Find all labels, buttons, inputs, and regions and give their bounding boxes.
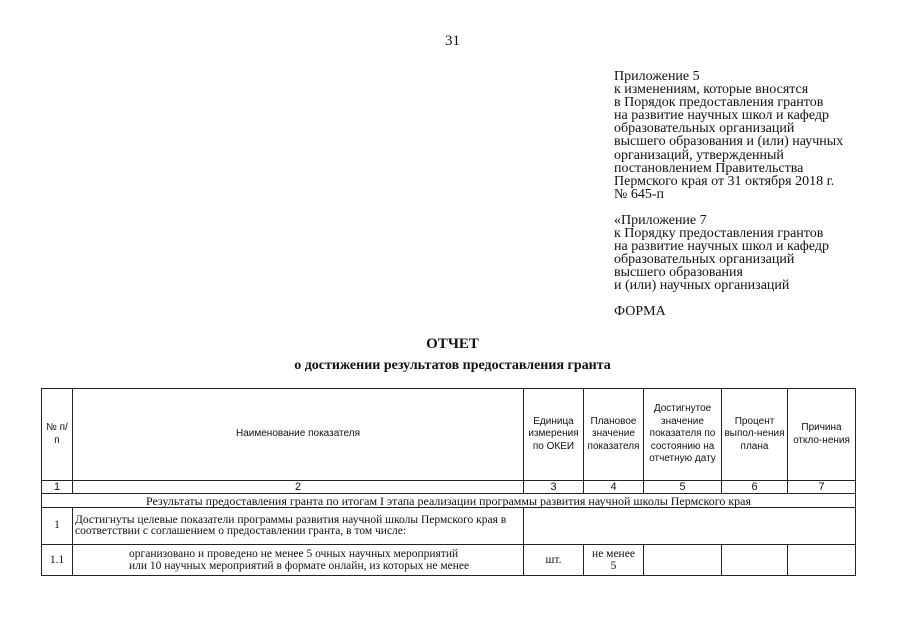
page-number: 31 <box>445 33 460 49</box>
appendix-line: образовательных организаций <box>614 121 795 137</box>
row-name-line: организовано и проведено не менее 5 очных научных мероприятий <box>129 547 459 560</box>
appendix-line: образовательных организаций <box>614 252 795 268</box>
header-planned: Плановое значение показателя <box>584 389 644 481</box>
row-name: Достигнуты целевые показатели программы развития научной школы Пермского края в соответствии с соглашением о предоставлении гранта, в том числе: <box>73 508 524 545</box>
row-planned-line: не менее <box>592 547 635 560</box>
header-percent: Процент выпол-нения плана <box>722 389 788 481</box>
report-table <box>41 388 856 576</box>
report-title: ОТЧЕТ <box>426 336 479 352</box>
row-planned-line: 5 <box>610 560 617 572</box>
appendix-line: № 645-п <box>614 186 665 202</box>
column-number: 4 <box>584 481 644 494</box>
table-header-row <box>42 389 856 481</box>
header-num: № п/п <box>42 389 73 481</box>
row-reason <box>788 545 856 576</box>
appendix-line: к изменениям, которые вносятся <box>614 82 809 98</box>
appendix-line: Пермского края от 31 октября 2018 г. <box>614 173 835 189</box>
table-row <box>42 508 856 545</box>
header-unit: Единица измерения по ОКЕИ <box>524 389 584 481</box>
row-values-empty <box>524 508 856 545</box>
row-name-line: или 10 научных мероприятий в формате онлайн, из которых не менее <box>129 560 470 572</box>
appendix-line: высшего образования и (или) научных <box>614 134 844 150</box>
column-number: 7 <box>788 481 856 494</box>
appendix-line: на развитие научных школ и кафедр <box>614 108 830 124</box>
report-subtitle: о достижении результатов предоставления гранта <box>294 358 611 373</box>
column-number: 1 <box>42 481 73 494</box>
column-number: 5 <box>644 481 722 494</box>
appendix-7-header <box>614 214 884 293</box>
header-achieved: Достигнутое значение показателя по состоянию на отчетную дату <box>644 389 722 481</box>
column-number: 3 <box>524 481 584 494</box>
row-unit: шт. <box>524 545 584 576</box>
row-planned <box>584 545 644 576</box>
header-name: Наименование показателя <box>73 389 524 481</box>
appendix-line: постановлением Правительства <box>614 160 804 176</box>
table-row <box>42 545 856 576</box>
appendix-line: в Порядок предоставления грантов <box>614 95 824 111</box>
appendix-line: высшего образования <box>614 265 743 281</box>
header-reason: Причина откло-нения <box>788 389 856 481</box>
column-number: 2 <box>73 481 524 494</box>
column-number: 6 <box>722 481 788 494</box>
row-num: 1 <box>42 508 73 545</box>
row-num: 1.1 <box>42 545 73 576</box>
column-numbers-row <box>42 481 856 494</box>
row-achieved <box>644 545 722 576</box>
row-percent <box>722 545 788 576</box>
form-label: ФОРМА <box>614 304 666 319</box>
appendix-line: организаций, утвержденный <box>614 147 784 163</box>
section-title: Результаты предоставления гранта по итогам I этапа реализации программы развития научной школы Пермского края <box>42 494 856 508</box>
appendix-line: к Порядку предоставления грантов <box>614 226 824 242</box>
appendix-line: на развитие научных школ и кафедр <box>614 239 830 255</box>
section-row <box>42 494 856 508</box>
appendix-line: и (или) научных организаций <box>614 278 790 294</box>
appendix-line: Приложение 5 <box>614 69 700 84</box>
appendix-5-header <box>614 70 884 201</box>
appendix-line: «Приложение 7 <box>614 213 707 228</box>
row-name <box>73 545 524 576</box>
